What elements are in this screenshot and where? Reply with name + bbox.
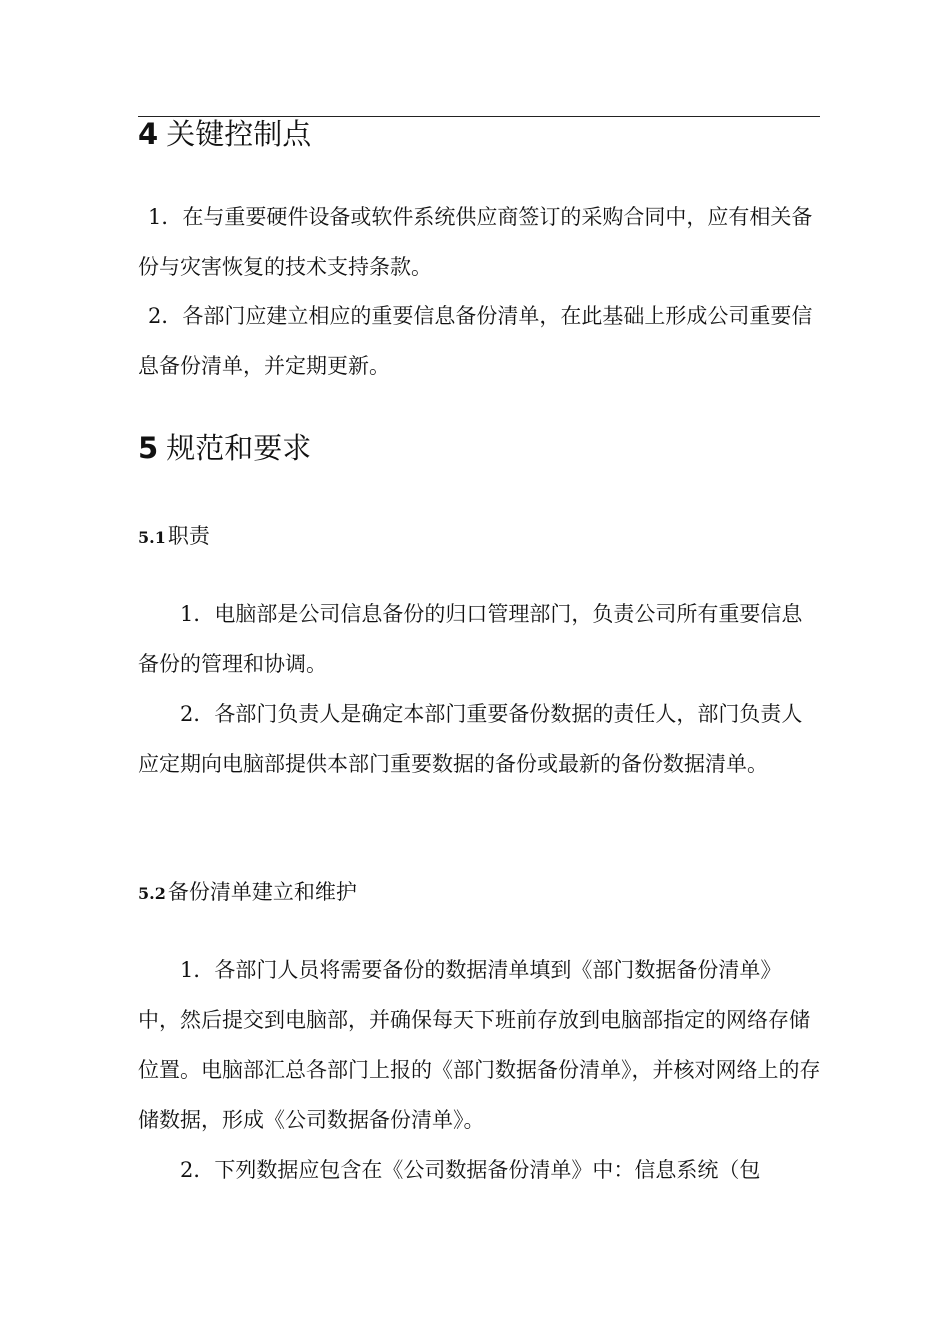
section-5-2-item-1: 1．各部门人员将需要备份的数据清单填到《部门数据备份清单》中，然后提交到电脑部，并确保每天下班前存放到电脑部指定的网络存储位置。电脑部汇总各部门上报的《部门数据备份清单》，并核对网络上的存储数据，形成《公司数据备份清单》。 xyxy=(138,958,821,1132)
section-5-1-item-2: 2．各部门负责人是确定本部门重要备份数据的责任人，部门负责人应定期向电脑部提供本部门重要数据的备份或最新的备份数据清单。 xyxy=(138,702,803,776)
section-4-item-1: 1．在与重要硬件设备或软件系统供应商签订的采购合同中，应有相关备份与灾害恢复的技术支持条款。 xyxy=(138,205,813,279)
section-5-1-item-1: 1．电脑部是公司信息备份的归口管理部门，负责公司所有重要信息备份的管理和协调。 xyxy=(138,602,803,676)
section-5-1-title: 职责 xyxy=(167,524,210,548)
section-4-heading xyxy=(138,116,311,152)
section-5-number: 5 xyxy=(138,431,159,465)
section-5-title: 规范和要求 xyxy=(166,431,312,465)
section-5-2-number: 5.2 xyxy=(138,884,166,903)
section-5-1-number: 5.1 xyxy=(138,528,166,547)
section-5-heading xyxy=(138,430,311,466)
section-4-number: 4 xyxy=(138,117,159,151)
section-5-2-item-2: 2．下列数据应包含在《公司数据备份清单》中：信息系统（包 xyxy=(180,1158,761,1182)
section-4-title: 关键控制点 xyxy=(166,117,312,151)
section-5-2-title: 备份清单建立和维护 xyxy=(167,880,357,904)
section-5-1-heading xyxy=(138,521,210,553)
section-4-item-2: 2．各部门应建立相应的重要信息备份清单，在此基础上形成公司重要信息备份清单，并定期更新。 xyxy=(138,304,813,378)
section-5-2-heading xyxy=(138,877,357,909)
